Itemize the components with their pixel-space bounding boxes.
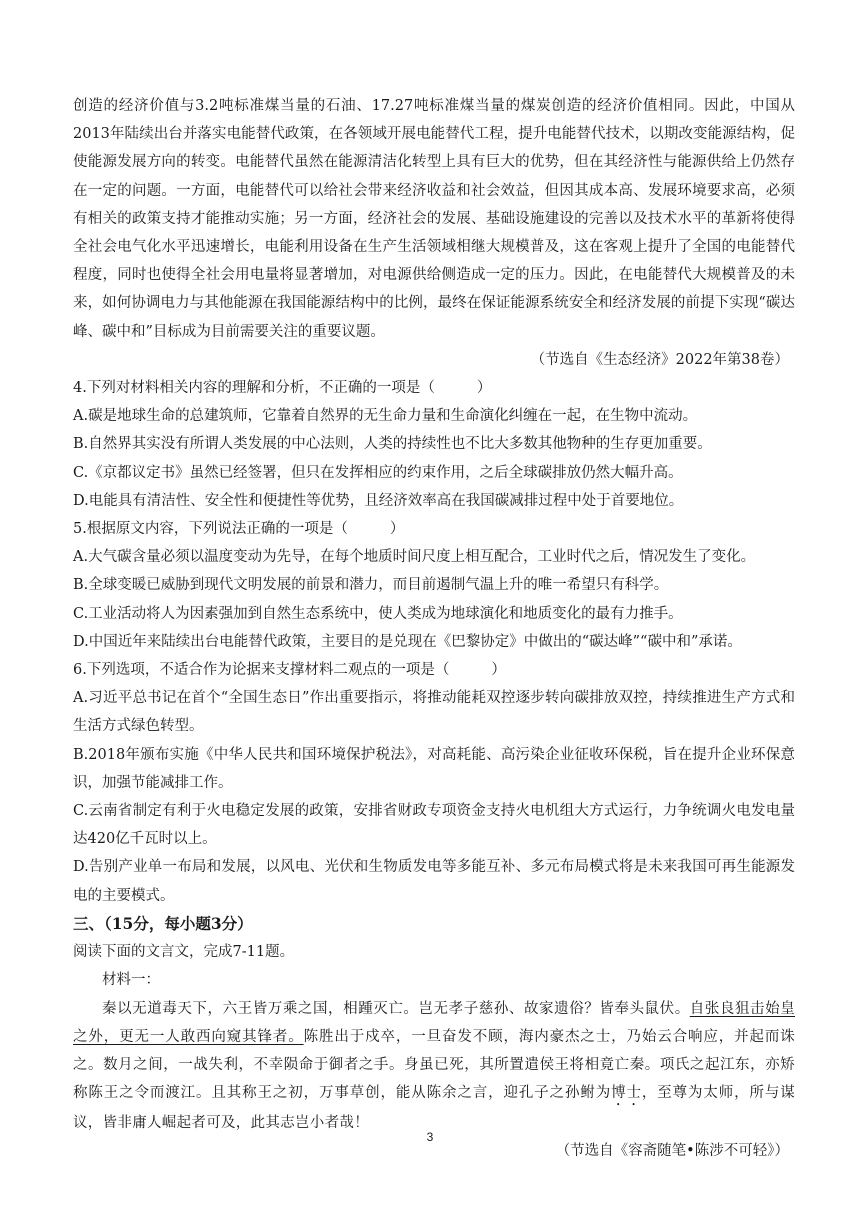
question-6-option-b: B.2018年颁布实施《中华人民共和国环境保护税法》，对高耗能、高污染企业征收环保税，旨在提升企业环保意识，加强节能减排工作。 <box>73 746 795 791</box>
section-instruction: 阅读下面的文言文，完成7-11题。 <box>73 944 295 961</box>
page-content <box>73 92 795 1166</box>
passage-paragraph: 创造的经济价值与3.2吨标准煤当量的石油、17.27吨标准煤当量的煤炭创造的经济价值相同。因此，中国从2013年陆续出台并落实电能替代政策，在各领域开展电能替代工程，提升电能替代技术，以期改变能源结构，促使能源发展方向的转变。电能替代虽然在能源清洁化转型上具有巨大的优势，但在其经济性与能源供给上仍然存在一定的问题。一方面，电能替代可以给社会带来经济收益和社会效益，但因其成本高、发展环境要求高，必须有相关的政策支持才能推动实施；另一方面，经济社会的发展、基础设施建设的完善以及技术水平的革新将使得全社会电气化水平迅速增长，电能利用设备在生产生活领域相继大规模普及，这在客观上提升了全国的电能替代程度，同时也使得全社会用电量将显著增加，对电源供给侧造成一定的压力。因此，在电能替代大规模普及的未来，如何协调电力与其他能源在我国能源结构中的比例，最终在保证能源系统安全和经济发展的前提下实现“碳达峰、碳中和”目标成为目前需要关注的重要议题。 <box>73 98 795 340</box>
material-label: 材料一： <box>102 972 160 989</box>
question-5-option-a: A.大气碳含量必须以温度变动为先导，在每个地质时间尺度上相互配合，工业时代之后，情况发生了变化。 <box>73 549 756 566</box>
question-4-option-b: B.自然界其实没有所谓人类发展的中心法则，人类的持续性也不比大多数其他物种的生存更加重要。 <box>73 436 712 453</box>
page-number: 3 <box>426 1130 434 1144</box>
dotted-word: 博士 <box>611 1085 642 1102</box>
question-4-option-a: A.碳是地球生命的总建筑师，它靠着自然界的无生命力量和生命演化纠缠在一起，在生物中流动。 <box>73 408 698 425</box>
question-4-option-c: C.《京都议定书》虽然已经签署，但只在发挥相应的约束作用，之后全球碳排放仍然大幅升高。 <box>73 464 683 481</box>
question-6-option-d: D.告别产业单一布局和发展，以风电、光伏和生物质发电等多能互补、多元布局模式将是未来我国可再生能源发电的主要模式。 <box>73 859 795 904</box>
classical-passage: 秦以无道毒天下，六王皆万乘之国，相踵灭亡。岂无孝子慈孙、故家遗俗？皆奉头鼠伏。自张良狙击始皇之外，更无一人敢西向窥其锋者。陈胜出于戍卒，一旦奋发不顾，海内豪杰之士，乃始云合响应，并起而诛之。数月之间，一战失利，不幸陨命于御者之手。身虽已死，其所置遣侯王将相竟亡秦。项氏之起江东，亦矫称陈王之令而渡江。且其称王之初，万事草创，能从陈余之言，迎孔子之孙鲋为博士，至尊为太师，所与谋议，皆非庸人崛起者可及，此其志岂小者哉！ <box>73 1000 795 1132</box>
question-5-stem: 5.根据原文内容，下列说法正确的一项是（ ） <box>73 521 405 538</box>
question-6-option-c: C.云南省制定有利于火电稳定发展的政策，安排省财政专项资金支持火电机组大方式运行，力争统调火电发电量达420亿千瓦时以上。 <box>73 803 795 848</box>
section-heading: 三、（15分，每小题3分） <box>73 913 253 933</box>
question-4-option-d: D.电能具有清洁性、安全性和便捷性等优势，且经济效率高在我国碳减排过程中处于首要地位。 <box>73 492 684 509</box>
classical-source: （节选自《容斋随笔•陈涉不可轻》） <box>555 1143 789 1160</box>
question-6-option-a: A.习近平总书记在首个“全国生态日”作出重要指示，将推动能耗双控逐步转向碳排放双控，持续推进生产方式和生活方式绿色转型。 <box>73 690 795 735</box>
question-5-option-c: C.工业活动将人为因素强加到自然生态系统中，使人类成为地球演化和地质变化的最有力推手。 <box>73 605 683 622</box>
question-5-option-d: D.中国近年来陆续出台电能替代政策，主要目的是兑现在《巴黎协定》中做出的“碳达峰”“碳中和”承诺。 <box>73 633 742 650</box>
question-5-option-b: B.全球变暖已威胁到现代文明发展的前景和潜力，而目前遏制气温上升的唯一希望只有科学。 <box>73 577 669 594</box>
underlined-sentence: 自张良狙击始皇之外，更无一人敢西向窥其锋者。 <box>73 1000 795 1045</box>
question-4-stem: 4.下列对材料相关内容的理解和分析，不正确的一项是（ ） <box>73 380 492 397</box>
question-6-stem: 6.下列选项，不适合作为论据来支撑材料二观点的一项是（ ） <box>73 662 506 679</box>
passage-source: （节选自《生态经济》2022年第38卷） <box>530 351 789 368</box>
